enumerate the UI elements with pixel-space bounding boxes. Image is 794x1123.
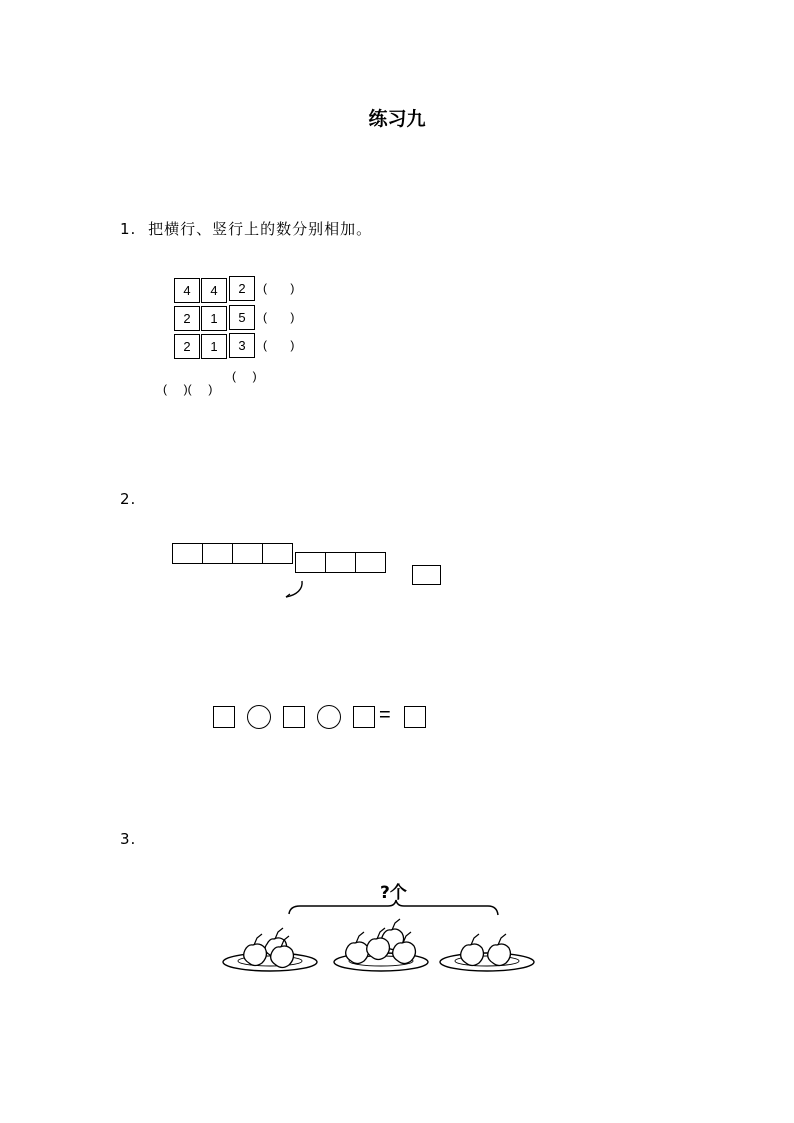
grid-cell[interactable]: 4 xyxy=(201,278,227,303)
question-2-number: 2. xyxy=(120,490,137,508)
grid-cell[interactable]: 4 xyxy=(174,278,200,303)
plate-icon xyxy=(440,953,534,971)
grid-cell[interactable]: 1 xyxy=(201,306,227,331)
question-mark-label: ?个 xyxy=(380,883,407,903)
apple-icon xyxy=(244,934,267,966)
apple-icon xyxy=(346,932,369,964)
column-sum-blanks[interactable]: ( )( ) xyxy=(163,382,213,396)
row-sum-blank[interactable]: ( ) xyxy=(263,338,295,352)
grid-cell[interactable]: 1 xyxy=(201,334,227,359)
apple-icon xyxy=(488,934,511,966)
brace-icon xyxy=(289,900,498,915)
equals-sign: = xyxy=(379,704,391,726)
column-sum-blank[interactable]: ( ) xyxy=(232,369,257,383)
page-title: 练习九 xyxy=(368,108,426,130)
grid-cell[interactable]: 5 xyxy=(229,305,255,330)
apple-icon xyxy=(461,934,484,966)
question-3-number: 3. xyxy=(120,830,137,848)
grid-cell[interactable]: 2 xyxy=(174,334,200,359)
grid-cell[interactable]: 2 xyxy=(229,276,255,301)
question-1-number: 1. xyxy=(120,220,137,238)
row-sum-blank[interactable]: ( ) xyxy=(263,310,295,324)
grid-cell[interactable]: 2 xyxy=(174,306,200,331)
grid-cell[interactable]: 3 xyxy=(229,333,255,358)
question-1-text: 把横行、竖行上的数分别相加。 xyxy=(148,220,373,238)
row-sum-blank[interactable]: ( ) xyxy=(263,281,295,295)
